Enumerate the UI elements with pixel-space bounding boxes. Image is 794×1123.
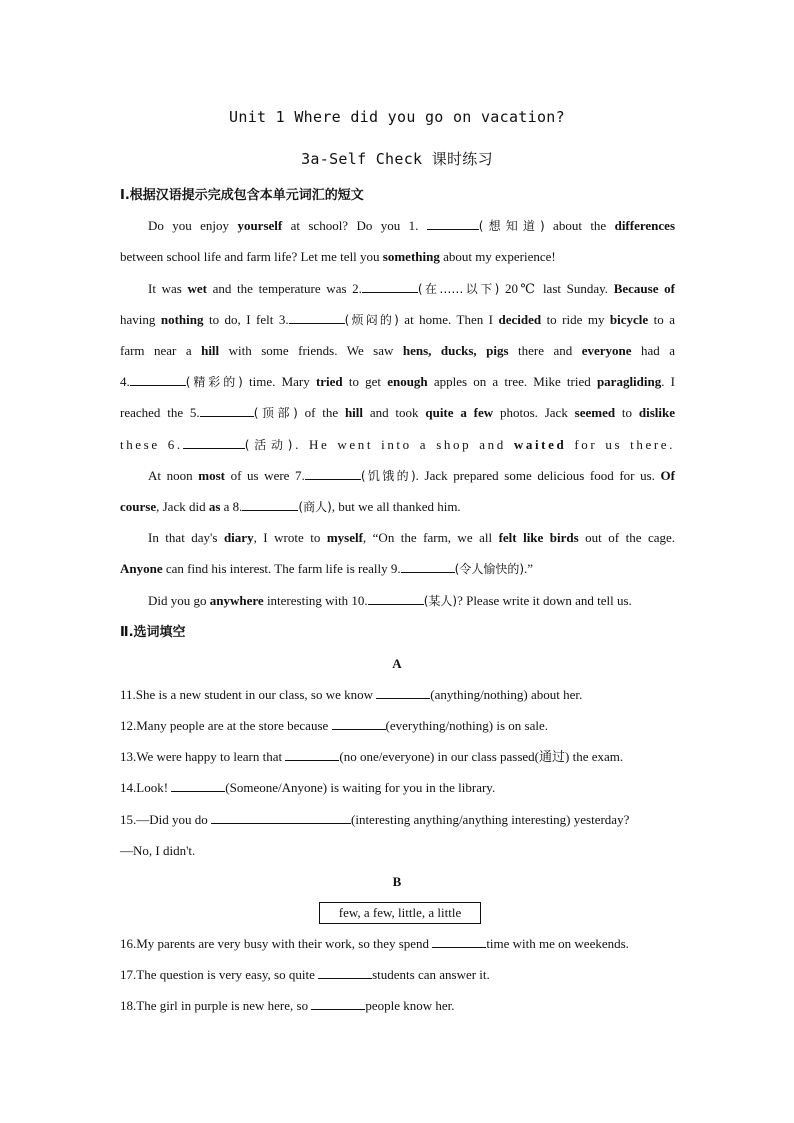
question-16: 16.My parents are very busy with their work, so they spend time with me on weekends. — [120, 936, 629, 951]
answer-blank-11[interactable] — [376, 686, 430, 699]
blank-5[interactable] — [200, 404, 254, 417]
answer-blank-12[interactable] — [332, 717, 386, 730]
answer-blank-18[interactable] — [311, 997, 365, 1010]
part-a-label: A — [392, 656, 402, 671]
blank-2[interactable] — [362, 280, 418, 293]
passage-line: reached the 5. (顶部) of the hill and took quite a few photos. Jack seemed to dislike — [120, 405, 675, 420]
passage-line: It was wet and the temperature was 2. (在……以下) 20℃ last Sunday. Because of — [148, 281, 675, 296]
blank-4[interactable] — [130, 373, 186, 386]
answer-blank-17[interactable] — [318, 966, 372, 979]
blank-6[interactable] — [183, 436, 245, 449]
question-17: 17.The question is very easy, so quite students can answer it. — [120, 967, 490, 982]
passage-line: having nothing to do, I felt 3. (烦闷的) at home. Then I decided to ride my bicycle to a — [120, 312, 676, 327]
answer-blank-14[interactable] — [171, 779, 225, 792]
answer-blank-13[interactable] — [285, 748, 339, 761]
passage-line: 4. (精彩的) time. Mary tried to get enough apples on a tree. Mike tried paragliding. I — [120, 374, 675, 389]
question-13: 13.We were happy to learn that (no one/everyone) in our class passed(通过) the exam. — [120, 749, 624, 764]
question-12: 12.Many people are at the store because (everything/nothing) is on sale. — [120, 718, 548, 733]
page-subtitle: 3a-Self Check 课时练习 — [301, 150, 493, 168]
answer-blank-15[interactable] — [211, 811, 351, 824]
answer-blank-16[interactable] — [432, 935, 486, 948]
section-1-heading: Ⅰ.根据汉语提示完成包含本单元词汇的短文 — [120, 188, 364, 203]
passage-line: Did you go anywhere interesting with 10. (某人)? Please write it down and tell us. — [148, 593, 632, 608]
question-15: 15.—Did you do (interesting anything/anything interesting) yesterday? — [120, 812, 630, 827]
blank-8[interactable] — [242, 498, 298, 511]
passage-line: In that day's diary, I wrote to myself, “On the farm, we all felt like birds out of the cage. — [148, 530, 676, 545]
blank-1[interactable] — [427, 217, 479, 230]
passage-line: At noon most of us were 7. (饥饿的). Jack prepared some delicious food for us. Of — [148, 468, 675, 483]
blank-3[interactable] — [289, 311, 345, 324]
blank-7[interactable] — [305, 467, 361, 480]
passage-line: Anyone can find his interest. The farm life is really 9. (令人愉快的).” — [120, 561, 534, 576]
section-2-heading: Ⅱ.选词填空 — [120, 625, 186, 640]
passage-line: course, Jack did as a 8. (商人), but we all thanked him. — [120, 499, 461, 514]
part-b-label: B — [392, 874, 402, 889]
question-14: 14.Look! (Someone/Anyone) is waiting for you in the library. — [120, 780, 496, 795]
question-18: 18.The girl in purple is new here, so people know her. — [120, 998, 455, 1013]
passage-line: between school life and farm life? Let me tell you something about my experience! — [120, 249, 556, 264]
word-box: few, a few, little, a little — [319, 902, 481, 924]
question-11: 11.She is a new student in our class, so we know (anything/nothing) about her. — [120, 687, 583, 702]
passage-line: Do you enjoy yourself at school? Do you 1. (想知道) about the differences — [148, 218, 675, 233]
passage-line: these 6. (活动). He went into a shop and waited for us there. — [120, 437, 675, 452]
page-title: Unit 1 Where did you go on vacation? — [229, 108, 565, 126]
question-15-answer: —No, I didn't. — [120, 843, 196, 858]
passage-line: farm near a hill with some friends. We saw hens, ducks, pigs there and everyone had a — [120, 343, 675, 358]
blank-10[interactable] — [368, 592, 424, 605]
blank-9[interactable] — [401, 560, 455, 573]
